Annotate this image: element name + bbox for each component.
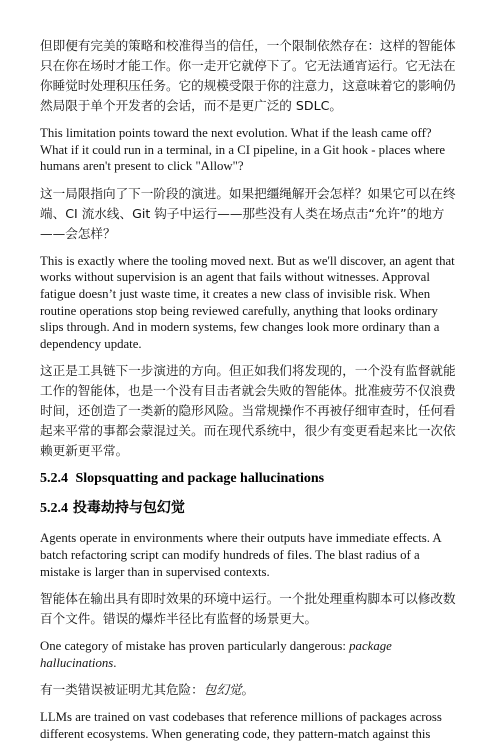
section-number-zh: 5.2.4 (40, 501, 68, 517)
paragraph-en-8-end: . (113, 655, 117, 670)
paragraph-zh-9-end: 。 (241, 682, 255, 698)
paragraph-en-6: Agents operate in environments where their outputs have immediate effects. A batch refactoring script can modify hundreds of files. The blast radius of a mistake is larger than in supervised contexts. (40, 531, 441, 579)
section-title-zh: 投毒劫持与包幻觉 (72, 500, 185, 517)
paragraph-en-8-text: One category of mistake has proven particularly dangerous: (40, 639, 350, 654)
section-heading-en (40, 470, 460, 488)
section-number-en: 5.2.4 (40, 471, 68, 487)
paragraph-zh-7: 智能体在输出具有即时效果的环境中运行。一个批处理重构脚本可以修改数百个文件。错误的爆炸半径比有监督的场景更大。 (40, 591, 456, 627)
paragraph-en-4: This is exactly where the tooling moved next. But as we'll discover, an agent that works without supervision is an agent that fails without witnesses. Approval fatigue doesn’t just waste time, it creates a new class of invisible risk. When routine operations stop being reviewed carefully, anything that looks ordinary slips through. And in modern systems, few changes look more ordinary than a dependency update. (40, 253, 455, 351)
paragraph-en-8-emphasis: package hallucinations (40, 639, 392, 670)
document-page (40, 36, 460, 752)
paragraph-zh-9-text: 有一类错误被证明尤其危险： (40, 682, 204, 698)
paragraph-zh-5: 这正是工具链下一步演进的方向。但正如我们将发现的，一个没有监督就能工作的智能体，也是一个没有目击者就会失败的智能体。批准疲劳不仅浪费时间，还创造了一类新的隐形风险。当常规操作不再被仔细审查时，任何看起来平常的事都会蒙混过关。而在现代系统中，很少有变更看起来比一次依赖更新更平常。 (40, 363, 456, 459)
paragraph-en-8 (40, 638, 460, 671)
paragraph-en-10: LLMs are trained on vast codebases that reference millions of packages across different ecosystems. When generating code, they pattern-match against this (40, 710, 442, 741)
paragraph-en-2: This limitation points toward the next evolution. What if the leash came off? What if it could run in a terminal, in a CI pipeline, in a Git hook - places where humans aren't present to click "Allow"? (40, 126, 446, 174)
paragraph-zh-1: 但即便有完美的策略和校准得当的信任，一个限制依然存在：这样的智能体只在你在场时才能工作。你一走开它就停下了。它无法通宵运行。它无法在你睡觉时处理积压任务。它的规模受限于你的注意力，这意味着它的影响仍然局限于单个开发者的会话，而不是更广泛的 SDLC。 (40, 38, 456, 113)
paragraph-zh-9-emphasis: 包幻觉 (203, 682, 242, 698)
paragraph-zh-9 (40, 680, 460, 700)
paragraph-zh-3: 这一局限指向了下一阶段的演进。如果把缰绳解开会怎样？如果它可以在终端、CI 流水线、Git 钩子中运行——那些没有人类在场点击“允许”的地方——会怎样？ (40, 185, 456, 241)
section-title-en: Slopsquatting and package hallucinations (75, 471, 325, 487)
section-heading-zh (40, 499, 460, 518)
